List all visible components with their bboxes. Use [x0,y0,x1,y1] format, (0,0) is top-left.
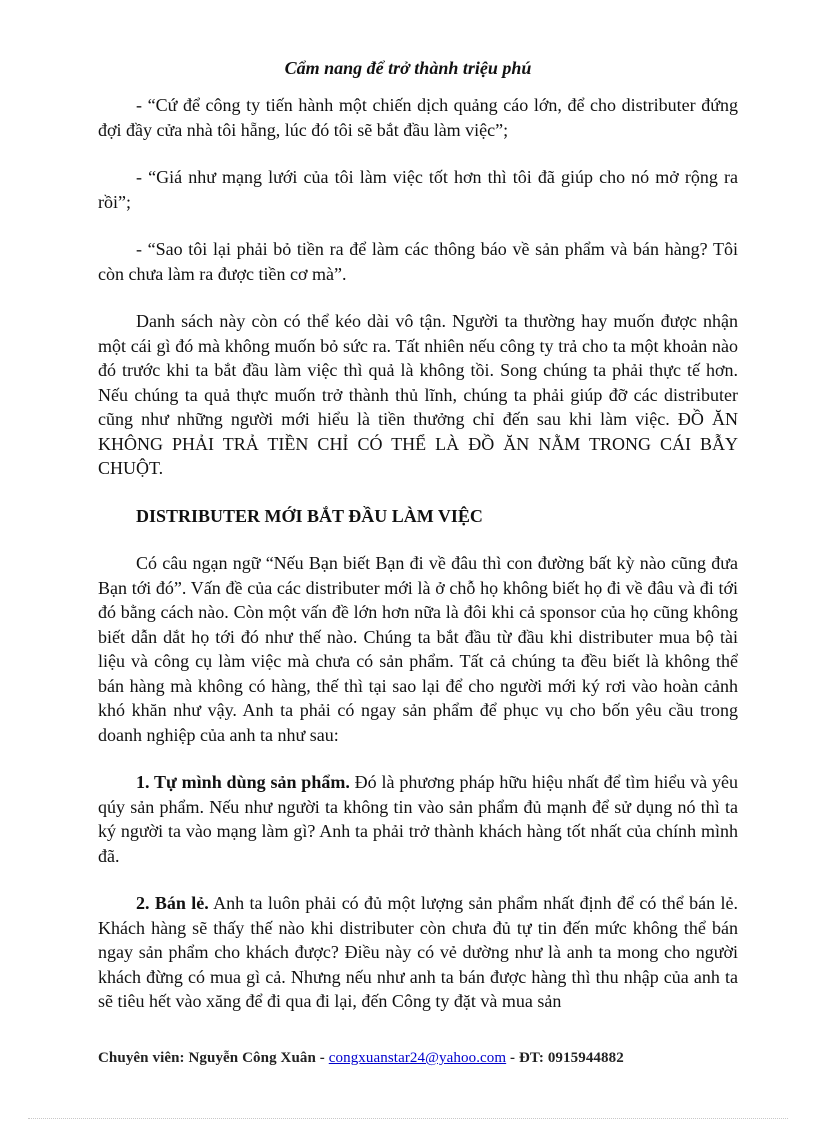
body-paragraph-1: Danh sách này còn có thể kéo dài vô tận. Người ta thường hay muốn được nhận một cái gì đó mà không muốn bỏ sức ra. Tất nhiên nếu công ty trả cho ta một khoản nào đó trước khi ta bắt đầu làm việc thì quả là không tồi. Song chúng ta phải thực tế hơn. Nếu chúng ta quả thực muốn trở thành thủ lĩnh, chúng ta phải giúp đỡ các distributer cũng như những người mới hiểu là tiền thưởng chỉ đến sau khi làm việc. ĐỒ ĂN KHÔNG PHẢI TRẢ TIỀN CHỈ CÓ THỂ LÀ ĐỒ ĂN NẰM TRONG CÁI BẪY CHUỘT. [98,311,738,478]
numbered-item-1-text: Đó là phương pháp hữu hiệu nhất để tìm hiểu và yêu qúy sản phẩm. Nếu như người ta không tin vào sản phẩm đủ mạnh để sử dụng nó thì ta ký người ta vào mạng làm gì? Anh ta phải trở thành khách hàng tốt nhất của chính mình đã. [98,772,739,866]
page-footer [98,1050,738,1067]
footer-phone: - ĐT: 0915944882 [506,1050,624,1066]
numbered-item-2-text: Anh ta luôn phải có đủ một lượng sản phẩm nhất định để có thể bán lẻ. Khách hàng sẽ thấy thế nào khi distributer còn chưa đủ tự tin đến mức không thể bán ngay sản phẩm cho khách được? Điều này có vẻ dường như là anh ta mong cho người khách đừng có mua gì cả. Nhưng nếu như anh ta bán được hàng thì thu nhập của anh ta sẽ tiêu hết vào xăng để đi qua đi lại, đến Công ty đặt và mua sản [98,893,738,1011]
page-header-title: Cẩm nang để trở thành triệu phú [284,58,532,78]
bullet-paragraph-2: - “Giá như mạng lưới của tôi làm việc tốt hơn thì tôi đã giúp cho nó mở rộng ra rồi”; [98,167,738,212]
numbered-item-2-title: 2. Bán lẻ. [136,893,209,913]
bullet-paragraph-3: - “Sao tôi lại phải bỏ tiền ra để làm các thông báo về sản phẩm và bán hàng? Tôi còn chưa làm ra được tiền cơ mà”. [98,239,738,284]
bullet-paragraph-1: - “Cứ để công ty tiến hành một chiến dịch quảng cáo lớn, để cho distributer đứng đợi đầy cửa nhà tôi hẵng, lúc đó tôi sẽ bắt đầu làm việc”; [98,95,738,140]
section-heading: DISTRIBUTER MỚI BẮT ĐẦU LÀM VIỆC [136,505,483,526]
numbered-item-1 [98,770,738,868]
document-body [98,93,738,1037]
body-paragraph-2: Có câu ngạn ngữ “Nếu Bạn biết Bạn đi về đâu thì con đường bất kỳ nào cũng đưa Bạn tới đó”. Vấn đề của các distributer mới là ở chỗ họ không biết họ đi về đâu và đi tới đó bằng cách nào. Còn một vấn đề lớn hơn nữa là đôi khi cả sponsor của họ cũng không biết dẫn dắt họ tới đó như thế nào. Chúng ta bắt đầu từ đầu khi distributer mua bộ tài liệu và công cụ làm việc mà chưa có sản phẩm. Tất cả chúng ta đều biết là không thể bán hàng mà không có hàng, thế thì tại sao lại để cho người mới ký rơi vào hoàn cảnh khó khăn như vậy. Anh ta phải có ngay sản phẩm để phục vụ cho bốn yêu cầu trong doanh nghiệp của anh ta như sau: [98,553,738,745]
numbered-item-1-title: 1. Tự mình dùng sản phẩm. [136,772,350,792]
footer-email-link[interactable]: congxuanstar24@yahoo.com [328,1050,507,1066]
numbered-item-2 [98,891,738,1014]
footer-author: Chuyên viên: Nguyễn Công Xuân - [98,1050,329,1066]
page-bottom-divider [28,1118,788,1119]
